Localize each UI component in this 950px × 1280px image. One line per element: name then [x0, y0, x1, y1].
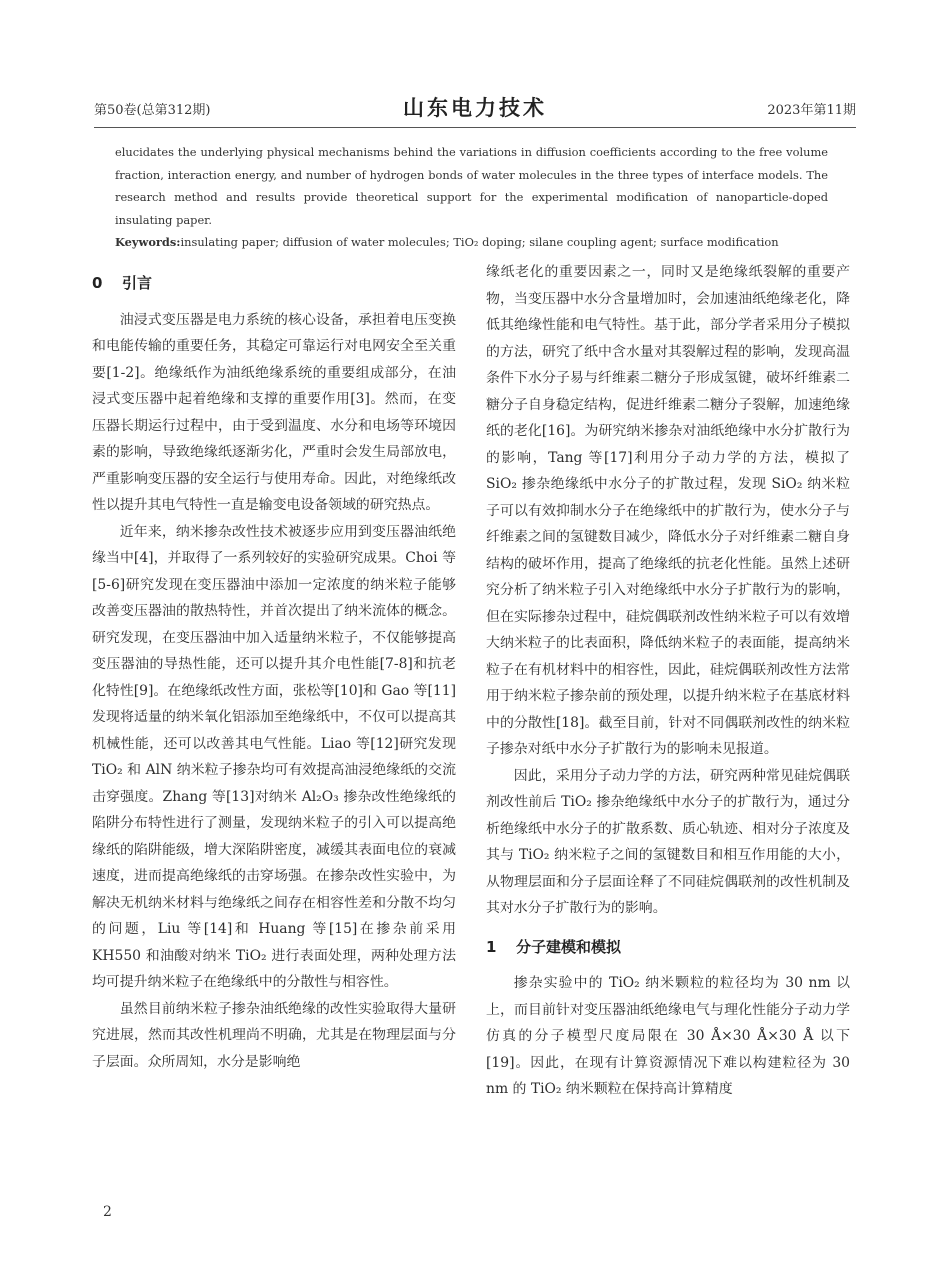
intro-paragraph-3: 虽然目前纳米粒子掺杂油纸绝缘的改性实验取得大量研究进展，然而其改性机理尚不明确，尤其是在物理层面与分子层面。众所周知，水分是影响绝 [92, 1000, 456, 1070]
abstract-text: elucidates the underlying physical mechanisms behind the variations in diffusion coefficients according to the free volume fraction, interaction energy, and number of hydrogen bonds of water molecules in the three types of interface models. The research method and results provide theoretical support for the experimental modification of nanoparticle-doped insulating paper. [115, 145, 828, 227]
running-header [94, 92, 856, 122]
section-0-heading [92, 270, 456, 297]
keywords-line [115, 231, 828, 254]
intro-paragraph-2: 近年来，纳米掺杂改性技术被逐步应用到变压器油纸绝缘当中[4]，并取得了一系列较好的实验研究成果。Choi 等[5-6]研究发现在变压器油中添加一定浓度的纳米粒子能够改善变压器油的散热特性，并首次提出了纳米流体的概念。研究发现，在变压器油中加入适量纳米粒子，不仅能够提高变压器油的导热性能，还可以提升其介电性能[7-8]和抗老化特性[9]。在绝缘纸改性方面，张松等[10]和 Gao 等[11]发现将适量的纳米氧化铝添加至绝缘纸中，不仅可以提高其机械性能，还可以改善其电气性能。Liao 等[12]研究发现 TiO₂ 和 AlN 纳米粒子掺杂均可有效提高油浸绝缘纸的交流击穿强度。Zhang 等[13]对纳米 Al₂O₃ 掺杂改性绝缘纸的陷阱分布特性进行了测量，发现纳米粒子的引入可以提高绝缘纸的陷阱能级，增大深陷阱密度，减缓其表面电位的衰减速度，进而提高绝缘纸的击穿场强。在掺杂改性实验中，为解决无机纳米材料与绝缘纸之间存在相容性差和分散不均匀的问题，Liu 等[14]和 Huang 等[15]在掺杂前采用 KH550 和油酸对纳米 TiO₂ 进行表面处理，两种处理方法均可提升纳米粒子在绝缘纸中的分散性与相容性。 [92, 523, 456, 990]
modeling-paragraph-1: 掺杂实验中的 TiO₂ 纳米颗粒的粒径均为 30 nm 以上，而目前针对变压器油纸绝缘电气与理化性能分子动力学仿真的分子模型尺度局限在 30 Å×30 Å×30 Å 以下[19]。因此，在现有计算资源情况下难以构建粒径为 30 nm 的 TiO₂ 纳米颗粒在保持高计算精度 [486, 975, 850, 1097]
keywords-label: Keywords: [115, 235, 181, 249]
section-1-heading [486, 934, 850, 961]
keywords-text: insulating paper; diffusion of water molecules; TiO₂ doping; silane coupling agent; surface modification [180, 235, 779, 249]
volume-issue: 第50卷(总第312期) [94, 103, 211, 118]
intro-paragraph-4: 因此，采用分子动力学的方法，研究两种常见硅烷偶联剂改性前后 TiO₂ 掺杂绝缘纸中水分子的扩散行为，通过分析绝缘纸中水分子的扩散系数、质心轨迹、相对分子浓度及其与 TiO₂ 纳米粒子之间的氢键数目和相互作用能的大小，从物理层面和分子层面诠释了不同硅烷偶联剂的改性机制及其对水分子扩散行为的影响。 [486, 767, 850, 916]
left-column [92, 259, 456, 1075]
abstract-tail [115, 141, 828, 254]
right-column [486, 259, 850, 1103]
intro-paragraph-3-cont: 缘纸老化的重要因素之一，同时又是绝缘纸裂解的重要产物，当变压器中水分含量增加时，会加速油纸绝缘老化，降低其绝缘性能和电气特性。基于此，部分学者采用分子模拟的方法，研究了纸中含水量对其裂解过程的影响，发现高温条件下水分子易与纤维素二糖分子形成氢键，破坏纤维素二糖分子自身稳定结构，促进纤维素二糖分子裂解，加速绝缘纸的老化[16]。为研究纳米掺杂对油纸绝缘中水分扩散行为的影响，Tang 等[17]利用分子动力学的方法，模拟了 SiO₂ 掺杂绝缘纸中水分子的扩散过程，发现 SiO₂ 纳米粒子可以有效抑制水分子在绝缘纸中的扩散行为，使水分子与纤维素之间的氢键数目减少，降低水分子对纤维素二糖自身结构的破坏作用，提高了绝缘纸的抗老化性能。虽然上述研究分析了纳米粒子引入对绝缘纸中水分子扩散行为的影响，但在实际掺杂过程中，硅烷偶联剂改性纳米粒子可以有效增大纳米粒子的比表面积，降低纳米粒子的表面能，提高纳米粒子在有机材料中的相容性，因此，硅烷偶联剂改性方法常用于纳米粒子掺杂前的预处理，以提升纳米粒子在基底材料中的分散性[18]。截至目前，针对不同偶联剂改性的纳米粒子掺杂对纸中水分子扩散行为的影响未见报道。 [486, 264, 850, 757]
page-number: 2 [103, 1204, 112, 1220]
section-1-title: 分子建模和模拟 [516, 937, 622, 956]
header-rule [94, 127, 856, 128]
journal-title: 山东电力技术 [403, 96, 547, 120]
intro-paragraph-1: 油浸式变压器是电力系统的核心设备，承担着电压变换和电能传输的重要任务，其稳定可靠运行对电网安全至关重要[1-2]。绝缘纸作为油纸绝缘系统的重要组成部分，在油浸式变压器中起着绝缘和支撑的重要作用[3]。然而，在变压器长期运行过程中，由于受到温度、水分和电场等环境因素的影响，导致绝缘纸逐渐劣化，严重时会发生局部放电，严重影响变压器的安全运行与使用寿命。因此，对绝缘纸改性以提升其电气特性一直是输变电设备领域的研究热点。 [92, 311, 456, 513]
section-0-number: 0 [92, 274, 103, 292]
year-issue: 2023年第11期 [767, 103, 856, 118]
section-1-number: 1 [486, 937, 497, 956]
section-0-title: 引言 [122, 274, 153, 292]
